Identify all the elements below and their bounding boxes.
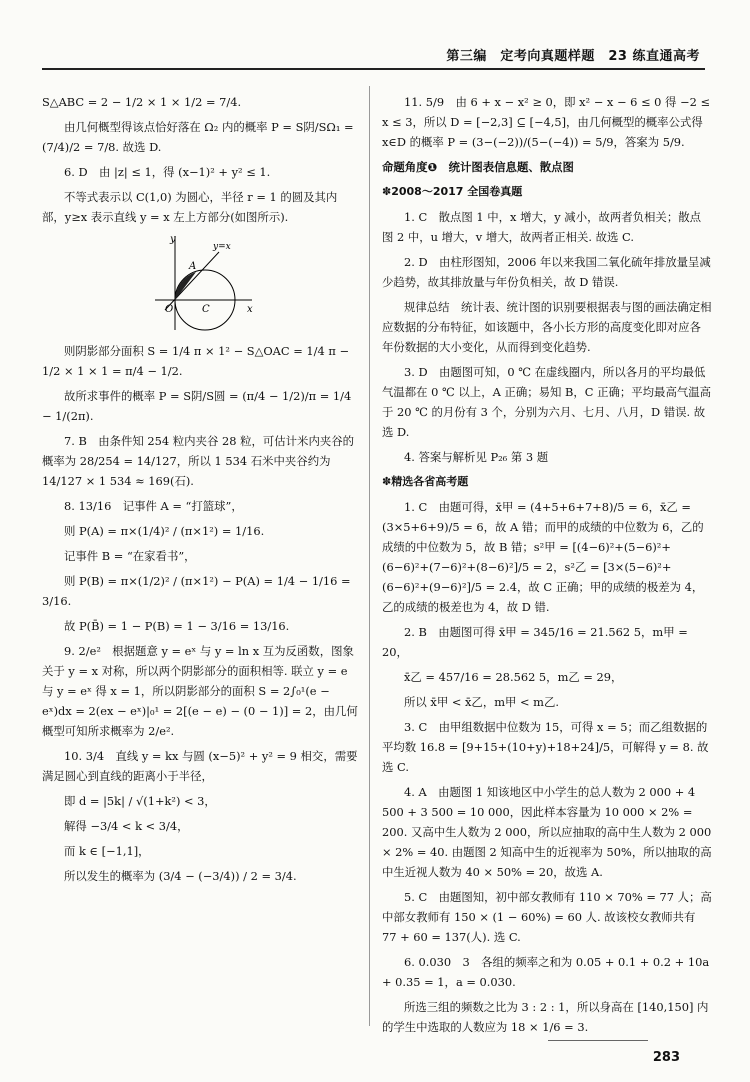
- left-para: 而 k ∈ [−1,1]，: [64, 844, 150, 858]
- left-para: 由几何概型得该点恰好落在 Ω₂ 内的概率 P = S阴/SΩ₁ = (7/4)/2 = 7/8. 故选 D.: [42, 120, 358, 154]
- left-para: 则 P(B) = π×(1/2)² / (π×1²) − P(A) = 1/4 − 1/16 = 3/16.: [42, 574, 355, 608]
- circle-figure: [147, 232, 360, 335]
- left-para: 不等式表示以 C(1,0) 为圆心，半径 r = 1 的圆及其内部，y≥x 表示直线 y = x 左上方部分(如图所示).: [42, 190, 338, 224]
- answer: 所以 x̄甲 < x̄乙，m甲 < m乙.: [404, 695, 559, 709]
- running-header: 第三编 定考向真题样题 23 练直通高考: [446, 49, 700, 64]
- rule-summary: 规律总结 统计表、统计图的识别要根据表与图的画法确定相应数据的分布特征，如该题中，各小长方形的高度变化即对应各年份数据的大小变化，从而得到变化趋势.: [382, 300, 712, 354]
- header-rule: [42, 68, 705, 70]
- answer: 1. C 由题可得，x̄甲 = (4+5+6+7+8)/5 = 6，x̄乙 = (3×5+6+9)/5 = 6，故 A 错；而甲的成绩的中位数为 6，乙的成绩的中位数为 5，故 B 错；s²甲 = [(4−6)²+(5−6)²+(6−6)²+(7−6)²+(8−6)²]/5 = 2，s²乙 = [3×(5−6)²+(6−6)²+(9−6)²]/5 = 2.4，故 C 正确；甲的成绩的极差为 4，乙的成绩的极差也为 4，故 D 错.: [382, 500, 704, 614]
- point-a-label: A: [189, 261, 197, 272]
- left-para: 记事件 B = “在家看书”，: [64, 549, 196, 563]
- answer: 6. 0.030 3 各组的频率之和为 0.05 + 0.1 + 0.2 + 10a + 0.35 = 1，a = 0.030.: [382, 955, 713, 989]
- left-para: 所以发生的概率为 (3/4 − (−3/4)) / 2 = 3/4.: [64, 869, 297, 883]
- answer: 1. C 散点图 1 中，x 增大，y 减小，故两者负相关；散点图 2 中，u 增大，v 增大，故两者正相关. 故选 C.: [382, 210, 701, 244]
- column-divider: [369, 86, 370, 1026]
- left-column: [42, 92, 360, 891]
- circle-diagram: [147, 232, 257, 332]
- answer: 3. C 由甲组数据中位数为 15，可得 x = 5；而乙组数据的平均数 16.8 = [9+15+(10+y)+18+24]/5，可解得 y = 8. 故选 C.: [382, 720, 709, 774]
- left-para: 故所求事件的概率 P = S阴/S圆 = (π/4 − 1/2)/π = 1/4 − 1/(2π).: [42, 389, 355, 423]
- subsection-heading: ✽2008～2017 全国卷真题: [382, 185, 523, 198]
- right-column: [382, 92, 715, 1042]
- left-para: 7. B 由条件知 254 粒内夹谷 28 粒，可估计米内夹谷的概率为 28/254 = 14/127，所以 1 534 石米中夹谷约为 14/127 × 1 534 ≈ 169(石).: [42, 434, 355, 488]
- answer: 3. D 由题图可知，0 ℃ 在虚线圈内，所以各月的平均最低气温都在 0 ℃ 以上，A 正确；易知 B，C 正确；平均最高气温高于 20 ℃ 的月份有 3 个，分别为六月、七月、八月，D 错误. 故选 D.: [382, 365, 712, 439]
- left-para: 8. 13/16 记事件 A = “打篮球”，: [64, 499, 243, 513]
- origin-label: O: [165, 304, 174, 315]
- left-para: 6. D 由 |z| ≤ 1，得 (x−1)² + y² ≤ 1.: [64, 165, 271, 179]
- answer: 2. B 由题图可得 x̄甲 = 345/16 = 21.562 5，m甲 = 20，: [382, 625, 692, 659]
- answer: 4. A 由题图 1 知该地区中小学生的总人数为 2 000 + 4 500 + 3 500 = 10 000，因此样本容量为 10 000 × 2% = 200. 又高中生人数为 2 000，所以应抽取的高中生人数为 2 000 × 2% = 40. 由题图 2 知高中生的近视率为 50%，所以抽取的高中生近视人数为 40 × 50% = 20，故选 A.: [382, 785, 715, 879]
- answer: 所选三组的频数之比为 3 : 2 : 1，所以身高在 [140,150] 内的学生中选取的人数应为 18 × 1/6 = 3.: [382, 1000, 709, 1034]
- left-para: 则阴影部分面积 S = 1/4 π × 1² − S△OAC = 1/4 π − 1/2 × 1 × 1 = π/4 − 1/2.: [42, 344, 353, 378]
- left-para: 故 P(B̄) = 1 − P(B) = 1 − 3/16 = 13/16.: [64, 619, 290, 633]
- answer: x̄乙 = 457/16 = 28.562 5，m乙 = 29，: [404, 670, 623, 684]
- footer-rule: [548, 1040, 648, 1041]
- left-para: 则 P(A) = π×(1/4)² / (π×1²) = 1/16.: [64, 524, 265, 538]
- page-number: 283: [652, 1050, 680, 1065]
- left-para: 9. 2/e² 根据题意 y = eˣ 与 y = ln x 互为反函数，图象关于 y = x 对称，所以两个阴影部分的面积相等. 联立 y = e 与 y = eˣ 得 x = 1，所以阴影部分的面积 S = 2∫₀¹(e − eˣ)dx = 2(ex − eˣ)|₀¹ = 2[(e − e) − (0 − 1)] = 2，由几何概型可知所求概率为 2/e².: [42, 644, 358, 738]
- x-axis-label: x: [247, 304, 253, 315]
- left-para: 解得 −3/4 < k < 3/4，: [64, 819, 189, 833]
- answer-11: 11. 5/9 由 6 + x − x² ≥ 0，即 x² − x − 6 ≤ 0 得 −2 ≤ x ≤ 3，所以 D = [−2,3] ⊆ [−4,5]，由几何概型的概率公式得 x∈D 的概率 P = (3−(−2))/(5−(−4)) = 5/9，答案为 5/9.: [382, 95, 714, 149]
- left-para: S△ABC = 2 − 1/2 × 1 × 1/2 = 7/4.: [42, 95, 242, 109]
- left-para: 10. 3/4 直线 y = kx 与圆 (x−5)² + y² = 9 相交，需要满足圆心到直线的距离小于半径，: [42, 749, 358, 783]
- point-c-label: C: [202, 304, 210, 315]
- section-heading: 命题角度❶ 统计图表信息题、散点图: [382, 160, 574, 174]
- y-axis-label: y: [170, 234, 176, 245]
- answer: 4. 答案与解析见 P₂₆ 第 3 题: [404, 450, 549, 464]
- answer: 2. D 由柱形图知，2006 年以来我国二氧化硫年排放量呈减少趋势，故其排放量与年份负相关，故 D 错误.: [382, 255, 711, 289]
- line-label: y=x: [213, 242, 231, 252]
- answer: 5. C 由题图知，初中部女教师有 110 × 70% = 77 人；高中部女教师有 150 × (1 − 60%) = 60 人. 故该校女教师共有 77 + 60 = 137(人). 选 C.: [382, 890, 712, 944]
- left-para: 即 d = |5k| / √(1+k²) < 3，: [64, 794, 216, 808]
- subsection-heading: ✽精选各省高考题: [382, 475, 469, 488]
